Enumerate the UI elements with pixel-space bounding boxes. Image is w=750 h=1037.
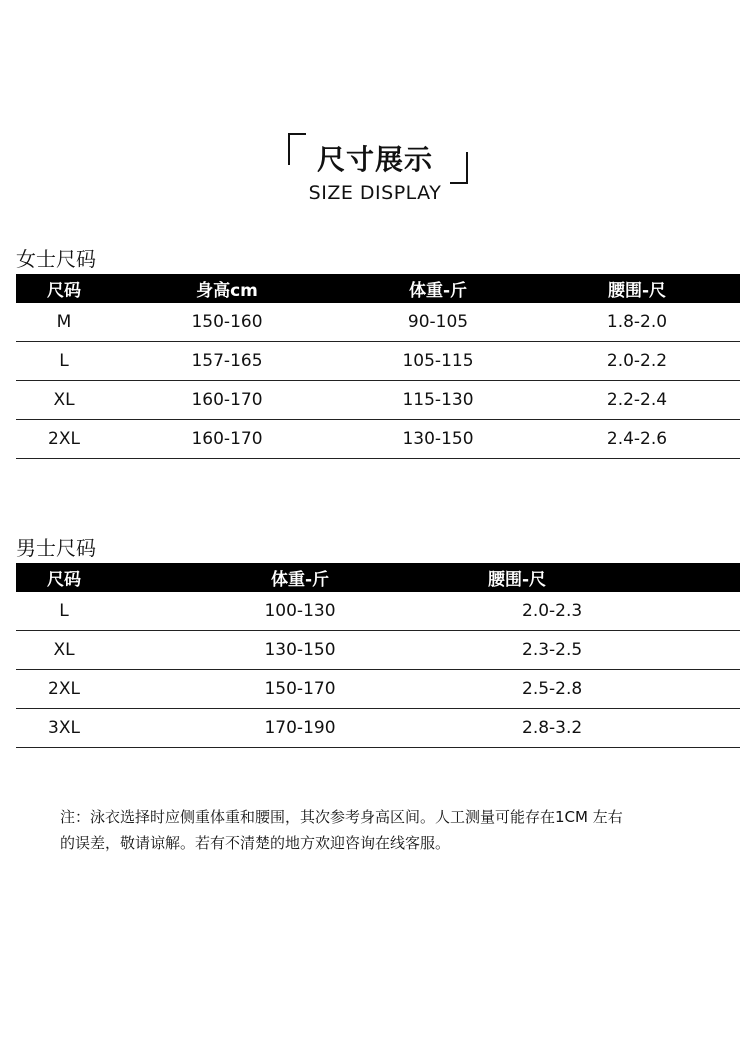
table-header-row xyxy=(16,274,740,303)
table-cell: 100-130 xyxy=(112,592,488,631)
table-cell: 2.5-2.8 xyxy=(488,670,740,709)
table-cell: 2.0-2.2 xyxy=(534,342,740,381)
table-row xyxy=(16,420,740,459)
table-cell: 3XL xyxy=(16,709,112,748)
table-cell: 2.8-3.2 xyxy=(488,709,740,748)
women-size-table xyxy=(16,274,740,459)
table-row xyxy=(16,381,740,420)
table-cell: L xyxy=(16,342,112,381)
table-row xyxy=(16,631,740,670)
table-cell: 130-150 xyxy=(342,420,534,459)
column-header: 体重-斤 xyxy=(112,563,488,592)
table-row xyxy=(16,342,740,381)
table-cell: 2.3-2.5 xyxy=(488,631,740,670)
men-size-table xyxy=(16,563,740,748)
column-header: 体重-斤 xyxy=(342,274,534,303)
table-cell: 170-190 xyxy=(112,709,488,748)
column-header: 腰围-尺 xyxy=(534,274,740,303)
size-display-header xyxy=(0,128,750,218)
table-row xyxy=(16,709,740,748)
table-cell: 157-165 xyxy=(112,342,342,381)
table-row xyxy=(16,303,740,342)
table-cell: XL xyxy=(16,381,112,420)
size-note xyxy=(60,804,710,856)
table-row xyxy=(16,592,740,631)
column-header: 腰围-尺 xyxy=(488,563,740,592)
table-cell: 90-105 xyxy=(342,303,534,342)
column-header: 身高cm xyxy=(112,274,342,303)
men-section-title: 男士尺码 xyxy=(16,536,96,560)
table-cell: XL xyxy=(16,631,112,670)
table-cell: 115-130 xyxy=(342,381,534,420)
table-cell: 2.2-2.4 xyxy=(534,381,740,420)
table-cell: 150-170 xyxy=(112,670,488,709)
table-cell: L xyxy=(16,592,112,631)
table-row xyxy=(16,670,740,709)
table-cell: 1.8-2.0 xyxy=(534,303,740,342)
column-header: 尺码 xyxy=(16,274,112,303)
table-cell: 150-160 xyxy=(112,303,342,342)
table-cell: M xyxy=(16,303,112,342)
table-cell: 2.0-2.3 xyxy=(488,592,740,631)
corner-bracket-bottom-right xyxy=(450,152,468,184)
table-cell: 160-170 xyxy=(112,381,342,420)
women-section-title: 女士尺码 xyxy=(16,247,96,271)
table-cell: 160-170 xyxy=(112,420,342,459)
table-cell: 2XL xyxy=(16,420,112,459)
page-title: 尺寸展示 xyxy=(316,143,433,176)
column-header: 尺码 xyxy=(16,563,112,592)
page-subtitle: SIZE DISPLAY xyxy=(308,182,442,204)
table-cell: 2.4-2.6 xyxy=(534,420,740,459)
table-cell: 105-115 xyxy=(342,342,534,381)
table-cell: 2XL xyxy=(16,670,112,709)
table-cell: 130-150 xyxy=(112,631,488,670)
note-line: 注：泳衣选择时应侧重体重和腰围，其次参考身高区间。人工测量可能存在1CM 左右 xyxy=(60,808,623,826)
table-header-row xyxy=(16,563,740,592)
note-line: 的误差，敬请谅解。若有不清楚的地方欢迎咨询在线客服。 xyxy=(60,834,451,852)
